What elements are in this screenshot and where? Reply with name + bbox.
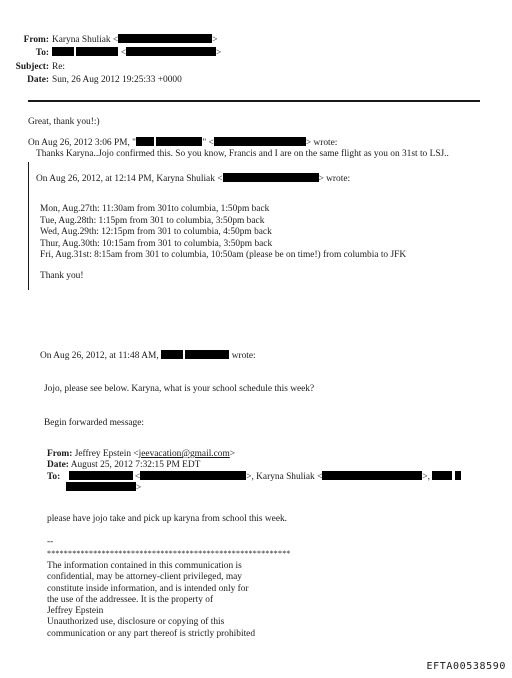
redaction [156, 137, 202, 146]
redaction [140, 471, 246, 480]
redaction [432, 471, 452, 480]
header-subject-value: Re: [52, 62, 66, 72]
header-date-row [5, 75, 182, 86]
schedule-line: Fri, Aug.31st: 8:15am from 301 to columbia, 10:50am (please be on time!) from columbia to JFK [40, 250, 407, 260]
quote1-suffix: > wrote: [305, 138, 338, 148]
schedule-line: Thur, Aug.30th: 10:15am from 301 to columbia, 3:50pm back [40, 238, 273, 249]
fwd-to-end: > [136, 483, 142, 493]
disclaimer-line: the use of the addressee. It is the property of [47, 594, 214, 605]
redaction [223, 173, 319, 182]
header-from-row: From: Karyna Shuliak < > [5, 34, 218, 46]
fwd-to-row2 [66, 482, 141, 494]
header-from-value: Karyna Shuliak < [52, 35, 119, 45]
quote1-mid: " < [202, 138, 214, 148]
quote2-attribution [36, 173, 350, 185]
schedule-line: Wed, Aug.29th: 12:15pm from 301 to columbia, 4:50pm back [40, 227, 272, 237]
redaction [136, 137, 154, 146]
fwd-to-mid: >, Karyna Shuliak < [246, 472, 323, 482]
fwd-from-row [47, 449, 235, 460]
header-date-value: Sun, 26 Aug 2012 19:25:33 +0000 [52, 75, 182, 85]
fwd-to-label: To: [47, 472, 61, 482]
signature-dashes: -- [47, 537, 54, 547]
disclaimer-line: Unauthorized use, disclosure or copying of this [47, 617, 225, 628]
redaction [455, 471, 461, 480]
fwd-date-value: August 25, 2012 7:32:15 PM EDT [70, 460, 201, 470]
header-date-label: Date: [27, 75, 49, 85]
schedule-line: Mon, Aug.27th: 11:30am from 301to columbia, 1:50pm back [40, 204, 270, 214]
disclaimer-line: communication or any part thereof is strictly prohibited [47, 628, 256, 639]
quote2-prefix: On Aug 26, 2012, at 12:14 PM, Karyna Shuliak < [36, 174, 223, 184]
quote2-suffix: > wrote: [318, 174, 351, 184]
fwd-from-value: Jeffrey Epstein < [74, 449, 139, 459]
disclaimer-line: Jeffrey Epstein [47, 606, 104, 617]
fwd-to-row: To: < >, Karyna Shuliak < >, [47, 471, 461, 483]
disclaimer-line: confidential, may be attorney-client privileged, may [47, 572, 242, 583]
reply-text: Great, thank you!:) [28, 117, 100, 127]
pickup-line: please have jojo take and pick up karyna from school this week. [47, 514, 288, 524]
redaction [126, 47, 216, 56]
stars-line: ********************************************************** [47, 549, 291, 558]
schedule-line: Tue, Aug.28th: 1:15pm from 301 to columbia, 3:50pm back [40, 215, 265, 226]
redaction [66, 482, 136, 491]
schedule-list [40, 204, 406, 262]
jojo-line: Jojo, please see below. Karyna, what is your school schedule this week? [44, 384, 315, 394]
disclaimer [47, 561, 255, 640]
redaction [52, 47, 74, 56]
fwd-to-comma: >, [422, 472, 431, 482]
redaction [118, 34, 212, 43]
header-divider [28, 100, 480, 102]
redaction [185, 350, 229, 359]
document-id: EFTA00538590 [426, 661, 506, 672]
header-subject-label: Subject: [15, 62, 49, 72]
header-from-label: From: [23, 35, 49, 45]
quote1-prefix: On Aug 26, 2012 3:06 PM, " [28, 138, 137, 148]
redaction [214, 137, 306, 146]
quote1-text: Thanks Karyna..Jojo confirmed this. So you know, Francis and I are on the same flight as you on 31st to LSJ.. [36, 149, 449, 159]
redaction [76, 47, 118, 56]
disclaimer-line: The information contained in this communication is [47, 561, 242, 571]
redaction [322, 471, 422, 480]
redaction [69, 471, 133, 480]
fwd-email-link[interactable]: jeevacation@gmail.com [138, 449, 230, 459]
fwd-from-label: From: [47, 449, 73, 459]
fwd-date-row [47, 460, 200, 471]
fwd-email-end: > [229, 449, 236, 459]
redaction [161, 350, 183, 359]
quote1-attribution [28, 137, 337, 149]
header-to-row: To: < > [5, 47, 221, 59]
thanks-text: Thank you! [40, 271, 84, 281]
header-subject-row [5, 62, 65, 73]
quote3-prefix: On Aug 26, 2012, at 11:48 AM, [40, 351, 159, 361]
quote3-attribution [40, 350, 256, 362]
quote-bar [28, 162, 29, 290]
header-to-label: To: [35, 48, 49, 58]
disclaimer-line: constitute inside information, and is intended only for [47, 583, 249, 594]
fwd-date-label: Date: [47, 460, 69, 470]
begin-forwarded: Begin forwarded message: [44, 418, 144, 428]
quote3-suffix: wrote: [231, 351, 256, 361]
